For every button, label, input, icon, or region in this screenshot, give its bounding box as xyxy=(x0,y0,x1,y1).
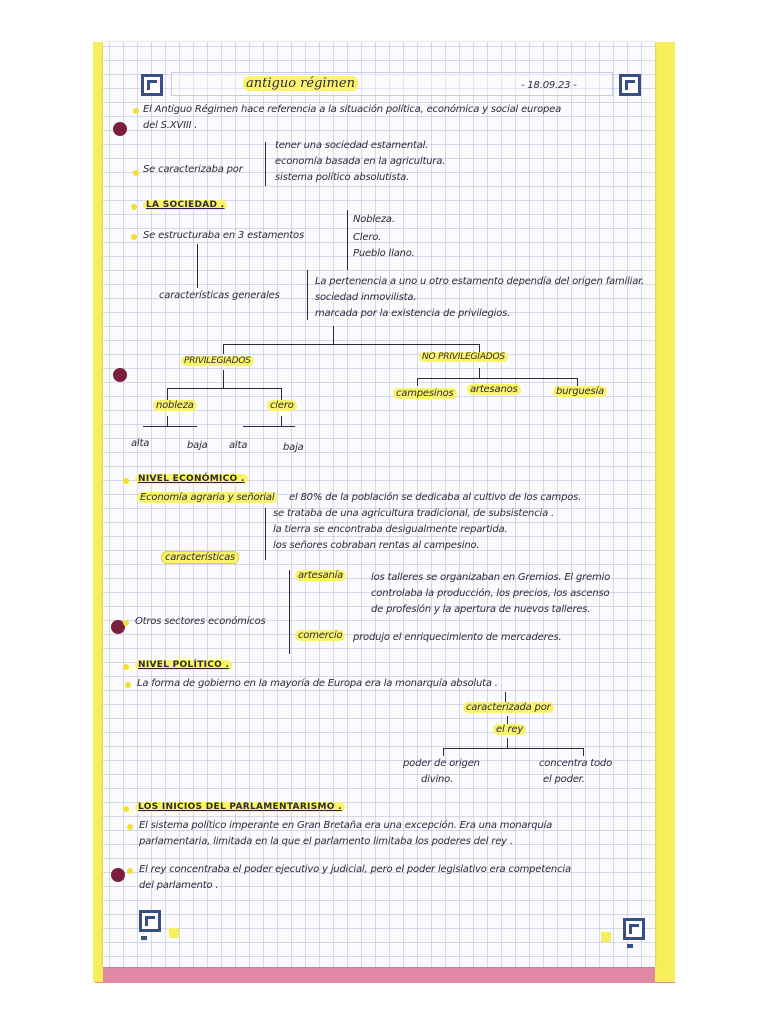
tree-line xyxy=(167,388,168,400)
politico-line: La forma de gobierno en la mayoría de Europa era la monarquía absoluta . xyxy=(137,678,498,689)
notebook-page xyxy=(103,42,655,967)
politico-heading xyxy=(135,660,232,670)
burguesia-text: burguesía xyxy=(553,386,607,397)
tree-line xyxy=(505,692,506,702)
politico-rey xyxy=(493,724,526,735)
tree-line xyxy=(507,738,508,748)
politico-rey-text: el rey xyxy=(493,724,526,735)
artesania-text-3: de profesión y la apertura de nuevos talleres. xyxy=(371,604,591,615)
economico-heading xyxy=(135,474,248,484)
artesanos-text: artesanos xyxy=(467,384,521,395)
bullet xyxy=(123,806,129,812)
bullet xyxy=(133,108,139,114)
estamento-nobleza: Nobleza. xyxy=(353,214,395,225)
intro-item-3: sistema político absolutista. xyxy=(275,172,410,183)
nobleza-alta: alta xyxy=(131,438,150,449)
tree-line xyxy=(577,378,578,386)
no-privilegiados-label xyxy=(419,352,508,362)
left-margin-strip xyxy=(93,42,103,982)
tree-line xyxy=(417,378,418,386)
clero-node xyxy=(267,400,297,411)
nobleza-text: nobleza xyxy=(153,400,197,411)
artesanos-node xyxy=(467,384,521,395)
parlamentarismo-p2-line1: El rey concentraba el poder ejecutivo y judicial, pero el poder legislativo era competencia xyxy=(139,864,571,875)
connector-line xyxy=(197,244,198,288)
bullet xyxy=(125,682,131,688)
sociedad-heading-text: LA SOCIEDAD . xyxy=(143,200,227,210)
corner-mark-bottom-left xyxy=(139,910,161,932)
sociedad-caract-lead: características generales xyxy=(159,290,280,301)
politico-left-1: poder de origen xyxy=(403,758,480,769)
tree-line xyxy=(223,344,224,354)
brace xyxy=(347,210,348,270)
economico-caract-3: los señores cobraban rentas al campesino. xyxy=(273,540,480,551)
sociedad-heading xyxy=(143,200,227,210)
privilegiados-label xyxy=(181,356,254,366)
brace xyxy=(265,142,266,186)
bullet xyxy=(131,204,137,210)
corner-mark-bottom-right xyxy=(623,918,645,940)
intro-item-2: economía basada en la agricultura. xyxy=(275,156,446,167)
binder-hole xyxy=(113,368,127,382)
bullet xyxy=(133,170,139,176)
bullet xyxy=(127,868,133,874)
corner-mark-top-left xyxy=(141,74,163,96)
tree-line xyxy=(167,416,168,426)
intro-line-2: del S.XVIII . xyxy=(143,120,198,131)
tree-line xyxy=(223,370,224,388)
comercio-text: produjo el enriquecimiento de mercaderes. xyxy=(353,632,562,643)
clero-alta: alta xyxy=(229,440,248,451)
binder-hole xyxy=(113,122,127,136)
brace xyxy=(307,270,308,320)
privilegiados-text: PRIVILEGIADOS xyxy=(181,356,254,366)
economico-caract-label-text: características xyxy=(161,551,239,564)
economico-lead-text: Economía agraria y señorial xyxy=(137,492,277,503)
brace xyxy=(289,570,290,654)
politico-left-2: divino. xyxy=(421,774,454,785)
parlamentarismo-heading-text: LOS INICIOS DEL PARLAMENTARISMO . xyxy=(135,802,345,812)
parlamentarismo-heading xyxy=(135,802,345,812)
intro-item-1: tener una sociedad estamental. xyxy=(275,140,429,151)
tree-line xyxy=(583,748,584,756)
brace xyxy=(265,508,266,560)
tree-line xyxy=(417,378,577,379)
parlamentarismo-p2-line2: del parlamento . xyxy=(139,880,219,891)
bullet xyxy=(123,478,129,484)
tree-line xyxy=(443,748,583,749)
bullet xyxy=(123,664,129,670)
parlamentarismo-p1-line1: El sistema político imperante en Gran Bretaña era una excepción. Era una monarquía xyxy=(139,820,553,831)
economico-caract-1: se trataba de una agricultura tradicional, de subsistencia . xyxy=(273,508,554,519)
bullet xyxy=(131,234,137,240)
tree-line xyxy=(443,748,444,756)
bullet xyxy=(127,824,133,830)
economico-caract-2: la tierra se encontraba desigualmente repartida. xyxy=(273,524,508,535)
right-margin-strip xyxy=(655,42,675,982)
page-title-text: antiguo régimen xyxy=(243,76,358,91)
economico-arrow-text: el 80% de la población se dedicaba al cultivo de los campos. xyxy=(289,492,582,503)
clero-text: clero xyxy=(267,400,297,411)
comercio-label xyxy=(295,630,345,641)
sociedad-caract-2: sociedad inmovilista. xyxy=(315,292,417,303)
yellow-square xyxy=(601,932,611,942)
tree-line xyxy=(281,388,282,400)
tree-line xyxy=(479,368,480,378)
politico-heading-text: NIVEL POLÍTICO . xyxy=(135,660,232,670)
tree-line xyxy=(333,326,334,344)
economico-caract-label xyxy=(161,552,239,563)
politico-right-1: concentra todo xyxy=(539,758,612,769)
page-date: - 18.09.23 - xyxy=(521,80,577,91)
sociedad-caract-1: La pertenencia a uno u otro estamento dependía del origen familiar. xyxy=(315,276,645,287)
bullet xyxy=(123,620,129,626)
nobleza-node xyxy=(153,400,197,411)
otros-sectores-label: Otros sectores económicos xyxy=(135,616,266,627)
politico-caract-label xyxy=(463,702,554,713)
corner-dot xyxy=(141,936,147,940)
campesinos-node xyxy=(393,388,457,399)
economico-heading-text: NIVEL ECONÓMICO . xyxy=(135,474,248,484)
corner-mark-top-right xyxy=(619,74,641,96)
artesania-label xyxy=(295,570,346,581)
parlamentarismo-p1-line2: parlamentaria, limitada en la que el parlamento limitaba los poderes del rey . xyxy=(139,836,513,847)
nobleza-baja: baja xyxy=(187,440,208,451)
page-title xyxy=(243,76,358,91)
tree-line xyxy=(143,426,197,427)
politico-caract-label-text: caracterizada por xyxy=(463,702,554,713)
comercio-label-text: comercio xyxy=(295,630,345,641)
tree-line xyxy=(507,716,508,724)
tree-line xyxy=(167,388,281,389)
artesania-text-1: los talleres se organizaban en Gremios. El gremio xyxy=(371,572,611,583)
sociedad-caract-3: marcada por la existencia de privilegios. xyxy=(315,308,511,319)
burguesia-node xyxy=(553,386,607,397)
corner-dot xyxy=(627,944,633,948)
intro-line-1: El Antiguo Régimen hace referencia a la situación política, económica y social europea xyxy=(143,104,562,115)
intro-caract-lead: Se caracterizaba por xyxy=(143,164,243,175)
no-privilegiados-text: NO PRIVILEGIADOS xyxy=(419,352,508,362)
artesania-text-2: controlaba la producción, los precios, los ascenso xyxy=(371,588,610,599)
tree-line xyxy=(281,416,282,426)
politico-right-2: el poder. xyxy=(543,774,585,785)
estamento-clero: Clero. xyxy=(353,232,382,243)
tree-line xyxy=(243,426,295,427)
binder-edge xyxy=(95,965,675,983)
artesania-label-text: artesanía xyxy=(295,570,346,581)
estamento-pueblo: Pueblo llano. xyxy=(353,248,415,259)
clero-baja: baja xyxy=(283,442,304,453)
tree-line xyxy=(223,344,479,345)
sociedad-lead: Se estructuraba en 3 estamentos xyxy=(143,230,304,241)
yellow-square xyxy=(169,928,179,938)
economico-lead xyxy=(137,492,277,503)
binder-hole xyxy=(111,868,125,882)
campesinos-text: campesinos xyxy=(393,388,457,399)
